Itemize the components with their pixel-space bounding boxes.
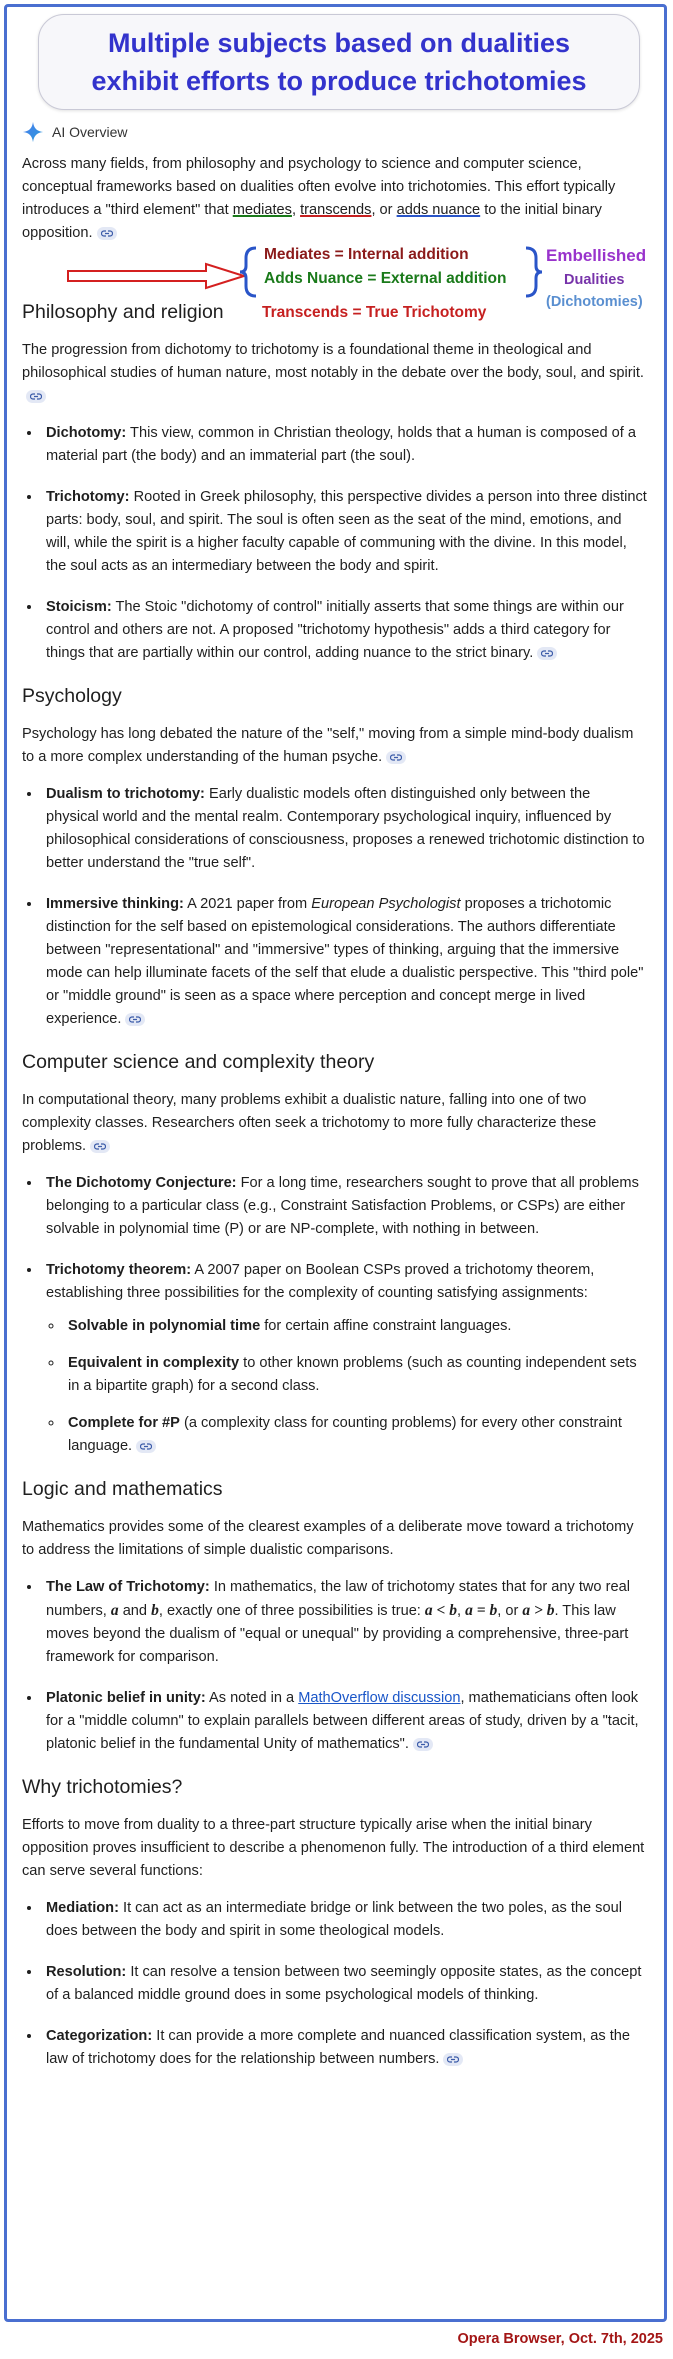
psychology-list	[22, 783, 647, 1031]
ai-overview-header	[22, 121, 127, 143]
footer-caption: Opera Browser, Oct. 7th, 2025	[457, 2331, 663, 2347]
heading-philosophy: Philosophy and religion	[22, 301, 224, 323]
heading-psychology: Psychology	[22, 685, 122, 707]
list-item: • Dualism to trichotomy: Early dualistic models often distinguished only between the physical world and the mental realm. Contemporary psychological inquiry, influenced by philosophical considerations of consciousness, proposes a renewed trichotomic distinction to better understand the "true self".	[42, 783, 647, 875]
sub-list-item: ◦ Equivalent in complexity to other known problems (such as counting independent sets in a bipartite graph) for a second class.	[64, 1352, 647, 1398]
title-line-1: Multiple subjects based on dualities	[107, 28, 571, 58]
psychology-intro: Psychology has long debated the nature of the "self," moving from a simple mind-body dualism to a more complex understanding of the human psyche.	[22, 726, 634, 765]
source-link-icon[interactable]	[97, 227, 117, 240]
journal-name: European Psychologist	[311, 896, 461, 912]
heading-computer-science: Computer science and complexity theory	[22, 1051, 375, 1073]
mathoverflow-link[interactable]: MathOverflow discussion	[298, 1690, 461, 1706]
list-item: • Resolution: It can resolve a tension between two seemingly opposite states, as the concept of a balanced middle ground does in some psychological models of thinking.	[42, 1961, 647, 2007]
source-link-icon[interactable]	[443, 2053, 463, 2066]
logic-list	[22, 1576, 647, 1756]
source-link-icon[interactable]	[537, 647, 557, 660]
annotation-adds-nuance: Adds Nuance = External addition	[264, 270, 507, 287]
source-link-icon[interactable]	[125, 1013, 145, 1026]
annotation-transcends: Transcends = True Trichotomy	[262, 304, 487, 321]
intro-paragraph: Across many fields, from philosophy and psychology to science and computer science, conceptual frameworks based on dualities often evolve into trichotomies. This effort typically introduces a "third element" that mediates, transcends, or adds nuance to the initial binary opposition.	[22, 156, 616, 241]
list-item: • Categorization: It can provide a more complete and nuanced classification system, as the law of trichotomy does for the relationship between numbers.	[42, 2025, 647, 2071]
list-item: • Dichotomy: This view, common in Christian theology, holds that a human is composed of a material part (the body) and an immaterial part (the soul).	[42, 422, 647, 468]
sub-list-item: ◦ Solvable in polynomial time for certain affine constraint languages.	[64, 1315, 647, 1338]
cs-list	[22, 1172, 647, 1458]
word-adds-nuance: adds nuance	[396, 202, 481, 218]
list-item: • Immersive thinking: A 2021 paper from European Psychologist proposes a trichotomic distinction for the self based on epistemological considerations. The authors differentiate between "representational" and "immersive" types of thinking, arguing that the immersive mode can help illuminate facets of the self that elude a dualistic perspective. This "third pole" or "middle ground" is seen as a space where perception and concept merge in lived experience.	[42, 893, 647, 1031]
ai-overview-label: AI Overview	[52, 124, 128, 140]
list-item: • Platonic belief in unity: As noted in a MathOverflow discussion, mathematicians often look for a "middle column" to explain parallels between different areas of study, driven by a "tacit, platonic belief in the fundamental Unity of mathematics".	[42, 1687, 647, 1756]
why-list	[22, 1897, 647, 2071]
overview-content	[22, 153, 647, 2089]
annotation-dualities: Dualities	[564, 272, 625, 288]
heading-why: Why trichotomies?	[22, 1776, 183, 1798]
annotation-dichotomies: (Dichotomies)	[546, 294, 643, 310]
sub-list-item: ◦ Complete for #P (a complexity class for counting problems) for every other constraint language.	[64, 1412, 647, 1458]
annotation-embellished: Embellished	[546, 246, 647, 265]
source-link-icon[interactable]	[413, 1738, 433, 1751]
title-banner	[38, 14, 640, 110]
why-intro: Efforts to move from duality to a three-part structure typically arise when the initial binary opposition proves insufficient to describe a phenomenon fully. The introduction of a third element can serve several functions:	[22, 1817, 645, 1879]
list-item: • Stoicism: The Stoic "dichotomy of control" initially asserts that some things are within our control and others are not. A proposed "trichotomy hypothesis" adds a third category for things that are partially within our control, adding nuance to the strict binary.	[42, 596, 647, 665]
list-item: • Trichotomy theorem: A 2007 paper on Boolean CSPs proved a trichotomy theorem, establishing three possibilities for the complexity of counting satisfying assignments: ◦ Solvable in polynomial time for certain affine constraint languages. ◦ Equivalent in complexity to other known problems (such as counting independent sets in a bipartite graph) for a second class. ◦ Complete for #P (a complexity class for counting problems) for every other constraint language.	[42, 1259, 647, 1458]
list-item: • The Law of Trichotomy: In mathematics, the law of trichotomy states that for any two real numbers, a and b, exactly one of three possibilities is true: a < b, a = b, or a > b. This law moves beyond the dualism of "equal or unequal" by providing a comprehensive, three-part framework for comparison.	[42, 1576, 647, 1669]
cs-intro: In computational theory, many problems exhibit a dualistic nature, falling into one of two complexity classes. Researchers often seek a trichotomy to more fully characterize these problems.	[22, 1092, 597, 1154]
word-transcends: transcends	[300, 202, 372, 218]
list-item: • Trichotomy: Rooted in Greek philosophy, this perspective divides a person into three distinct parts: body, soul, and spirit. The soul is often seen as the seat of the mind, emotions, and will, while the spirit is a higher faculty capable of communing with the divine. In this model, the soul acts as an intermediary between the body and spirit.	[42, 486, 647, 578]
annotation-mediates: Mediates = Internal addition	[264, 246, 469, 263]
title-line-2: exhibit efforts to produce trichotomies	[91, 66, 587, 96]
source-link-icon[interactable]	[136, 1440, 156, 1453]
philosophy-intro: The progression from dichotomy to trichotomy is a foundational theme in theological and philosophical studies of human nature, most notably in the debate over the body, soul, and spirit.	[22, 339, 647, 408]
list-item: • Mediation: It can act as an intermediate bridge or link between the two poles, as the soul does between the body and spirit in some theological models.	[42, 1897, 647, 1943]
cs-sublist	[46, 1315, 647, 1458]
philosophy-list	[22, 422, 647, 665]
sparkle-icon	[22, 121, 44, 143]
list-item: • The Dichotomy Conjecture: For a long time, researchers sought to prove that all problems belonging to a particular class (e.g., Constraint Satisfaction Problems, or CSPs) are either solvable in polynomial time (P) or are NP-complete, with nothing in between.	[42, 1172, 647, 1241]
heading-logic: Logic and mathematics	[22, 1478, 223, 1500]
source-link-icon[interactable]	[386, 751, 406, 764]
source-link-icon[interactable]	[26, 390, 46, 403]
source-link-icon[interactable]	[90, 1140, 110, 1153]
word-mediates: mediates	[232, 202, 292, 218]
logic-intro: Mathematics provides some of the clearest examples of a deliberate move toward a trichotomy to address the limitations of simple dualistic comparisons.	[22, 1519, 634, 1558]
